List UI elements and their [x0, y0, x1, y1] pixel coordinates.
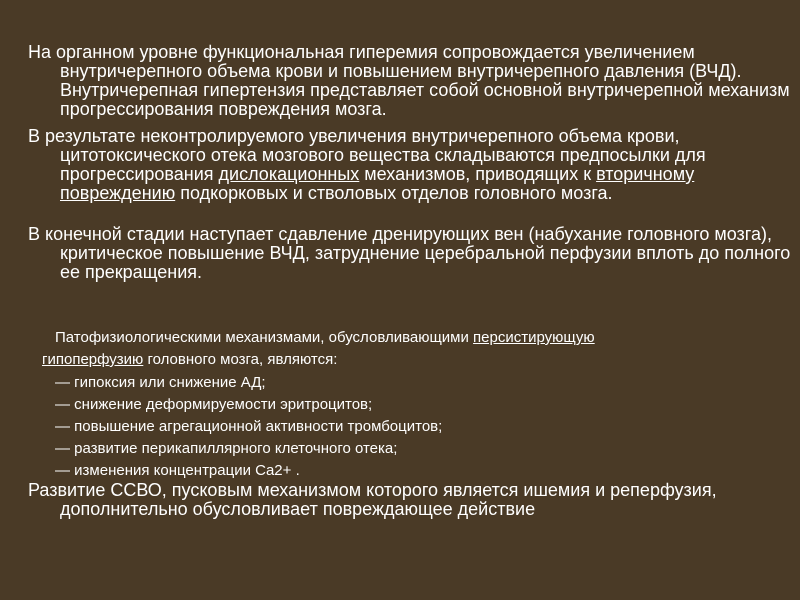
dislocation-link[interactable]: дислокационных [218, 164, 360, 184]
hypoperfusion-link[interactable]: гипоперфузию [42, 351, 144, 368]
mechanisms-intro-text: Патофизиологическими механизмами, обусловливающими [55, 329, 474, 346]
mechanisms-intro-line2 [42, 349, 337, 371]
paragraph-dislocation-text-c: подкорковых и стволовых отделов головного мозга. [175, 183, 613, 203]
persistent-link[interactable]: персистирующую [473, 329, 595, 346]
paragraph-final-stage: В конечной стадии наступает сдавление дренирующих вен (набухание головного мозга), критическое повышение ВЧД, затруднение церебральной перфузии вплоть до полного ее прекращения. [28, 224, 791, 282]
paragraph-dislocation-text-b: механизмов, приводящих к [359, 164, 597, 184]
mechanism-item: — повышение агрегационной активности тромбоцитов; [55, 418, 443, 435]
paragraph-sirs: Развитие ССВО, пусковым механизмом которого является ишемия и реперфузия, дополнительно обусловливает повреждающее действие [28, 480, 717, 519]
mechanism-item: — развитие перикапиллярного клеточного отека; [55, 440, 398, 457]
secondary-damage-link[interactable]: вторичному повреждению [60, 164, 695, 203]
mechanism-item: — изменения концентрации Ca2+ . [55, 462, 300, 479]
mechanisms-intro-line1 [55, 327, 595, 349]
mechanisms-intro-tail: головного мозга, являются: [143, 351, 338, 368]
paragraph-dislocation [28, 127, 800, 203]
mechanism-item: — снижение деформируемости эритроцитов; [55, 396, 373, 413]
paragraph-hyperemia: На органном уровне функциональная гиперемия сопровождается увеличением внутричерепного объема крови и повышением внутричерепного давления (ВЧД). Внутричерепная гипертензия представляет собой основной внутричерепной механизм прогрессирования повреждения мозга. [28, 42, 790, 119]
mechanism-item: — гипоксия или снижение АД; [55, 374, 266, 391]
paragraph-dislocation-text-a: В результате неконтролируемого увеличения внутричерепного объема крови, цитотоксического отека мозгового вещества складываются предпосылки для прогрессирования [28, 126, 706, 184]
